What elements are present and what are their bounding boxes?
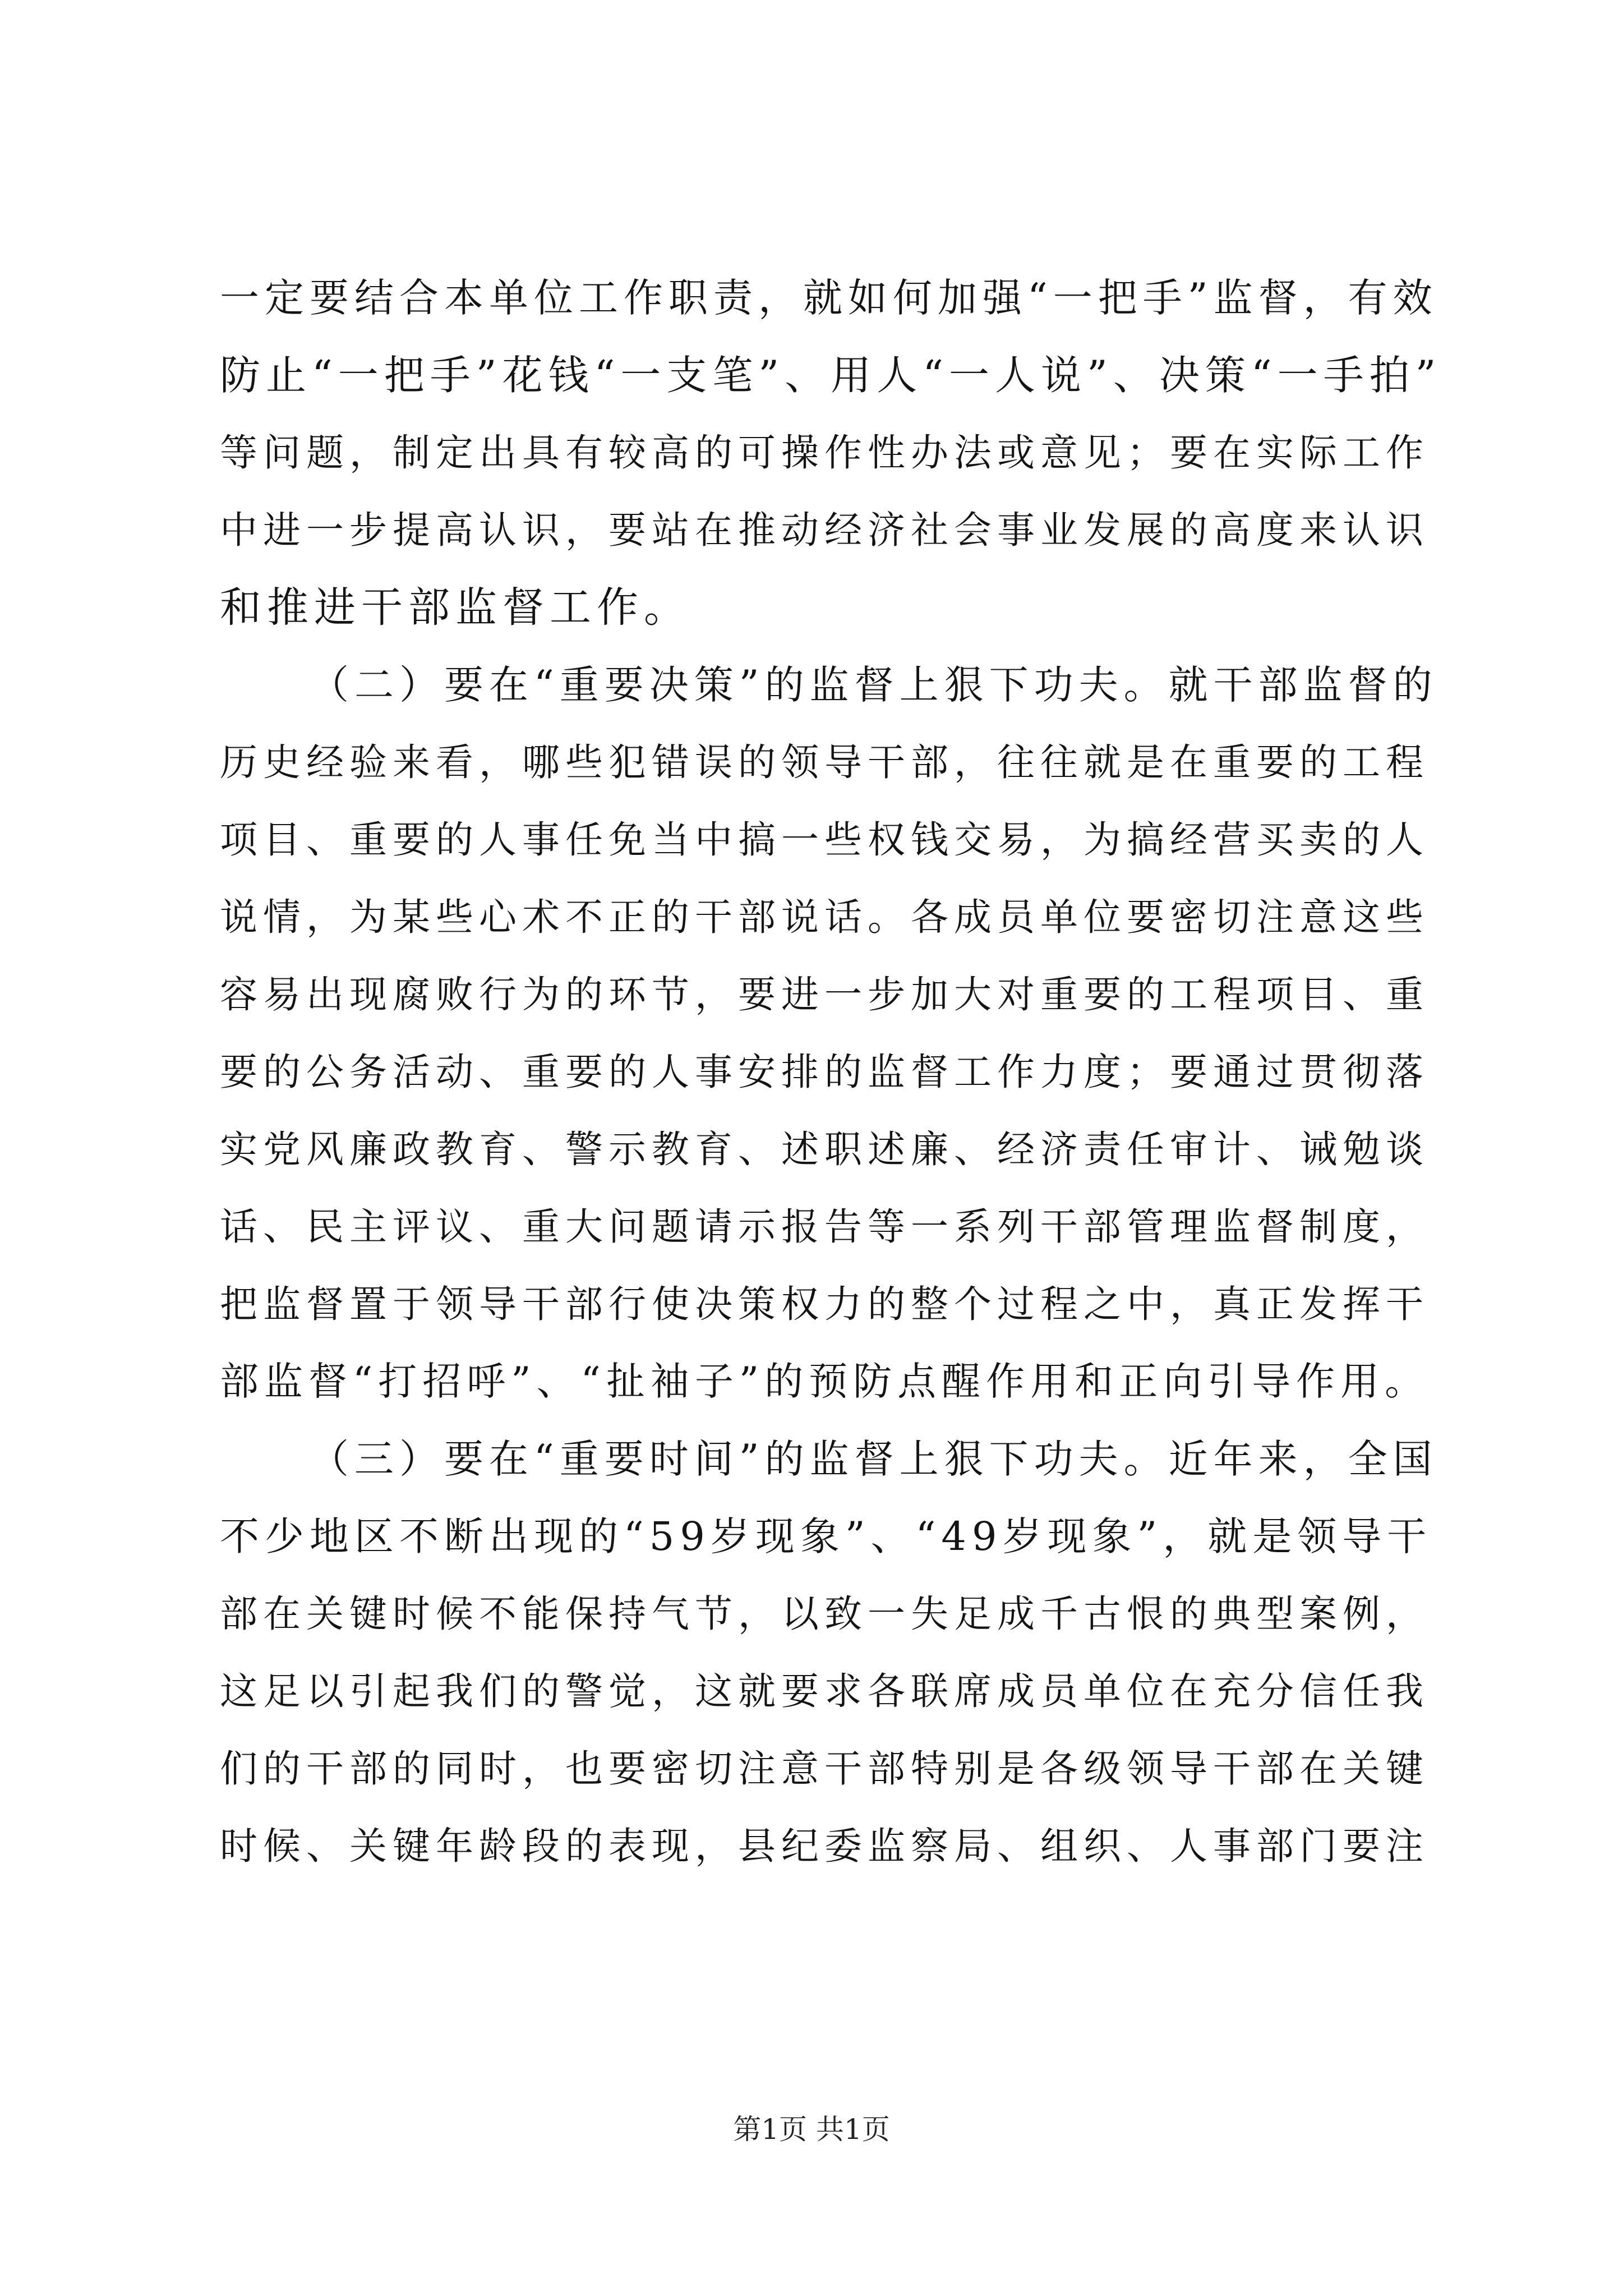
paragraph-line: 时候、关键年龄段的表现，县纪委监察局、组织、人事部门要注	[220, 1824, 1429, 1868]
paragraph-line: 历史经验来看，哪些犯错误的领导干部，往往就是在重要的工程	[220, 740, 1429, 784]
paragraph-line: 中进一步提高认识，要站在推动经济社会事业发展的高度来认识	[220, 508, 1429, 552]
paragraph-line: 部监督“打招呼”、“扯袖子”的预防点醒作用和正向引导作用。	[220, 1359, 1430, 1404]
paragraph-line-indented: （三）要在“重要时间”的监督上狠下功夫。近年来，全国	[310, 1436, 1438, 1482]
paragraph-line: 部在关键时候不能保持气节，以致一失足成千古恨的典型案例，	[220, 1592, 1429, 1636]
paragraph-line: 项目、重要的人事任免当中搞一些权钱交易，为搞经营买卖的人	[220, 818, 1429, 862]
paragraph-line: 们的干部的同时，也要密切注意干部特别是各级领导干部在关键	[220, 1747, 1429, 1791]
paragraph-line: 这足以引起我们的警觉，这就要求各联席成员单位在充分信任我	[220, 1669, 1429, 1713]
paragraph-line: 话、民主评议、重大问题请示报告等一系列干部管理监督制度，	[220, 1205, 1429, 1249]
paragraph-line: 不少地区不断出现的“59岁现象”、“49岁现象”，就是领导干	[220, 1513, 1432, 1559]
page-footer: 第1页 共1页	[733, 2113, 890, 2146]
paragraph-line: 要的公务活动、重要的人事安排的监督工作力度；要通过贯彻落	[220, 1050, 1429, 1094]
paragraph-line-indented: （二）要在“重要决策”的监督上狠下功夫。就干部监督的	[310, 662, 1438, 708]
paragraph-line: 一定要结合本单位工作职责，就如何加强“一把手”监督，有效	[220, 275, 1438, 321]
paragraph-line: 和推进干部监督工作。	[220, 583, 691, 632]
paragraph-line: 等问题，制定出具有较高的可操作性办法或意见；要在实际工作	[220, 431, 1429, 475]
paragraph-line: 实党风廉政教育、警示教育、述职述廉、经济责任审计、诫勉谈	[220, 1128, 1429, 1171]
paragraph-line: 说情，为某些心术不正的干部说话。各成员单位要密切注意这些	[220, 895, 1429, 939]
paragraph-line: 防止“一把手”花钱“一支笔”、用人“一人说”、决策“一手拍”	[220, 352, 1442, 399]
paragraph-line: 容易出现腐败行为的环节，要进一步加大对重要的工程项目、重	[220, 973, 1429, 1016]
paragraph-line: 把监督置于领导干部行使决策权力的整个过程之中，真正发挥干	[220, 1282, 1429, 1326]
